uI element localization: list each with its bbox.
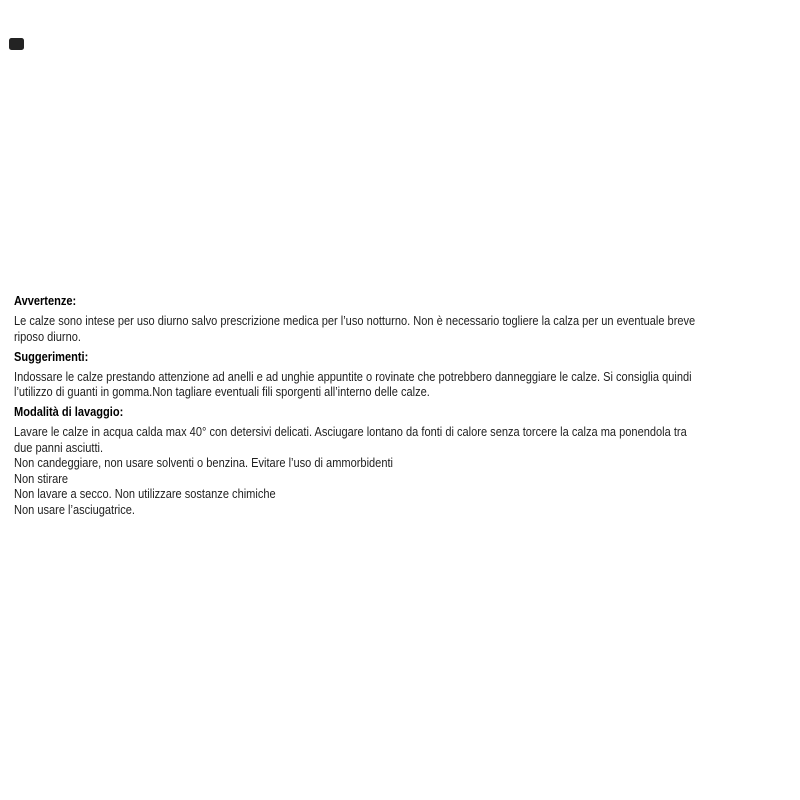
care-instructions (14, 293, 800, 522)
paragraph-line: Lavare le calze in acqua calda max 40° con detersivi delicati. Asciugare lontano da fonti di calore senza torcere la calza ma ponendola tra (14, 424, 687, 439)
paragraph-line: Non usare l’asciugatrice. (14, 501, 136, 517)
paragraph-line: l’utilizzo di guanti in gomma.Non tagliare eventuali fili sporgenti all’interno delle calze. (14, 384, 430, 399)
section-avvertenze (14, 293, 800, 344)
section-paragraph (14, 424, 800, 517)
section-heading: Modalità di lavaggio: (14, 404, 124, 419)
section-paragraph (14, 369, 800, 400)
paragraph-line: riposo diurno. (14, 328, 81, 344)
paragraph-line: Indossare le calze prestando attenzione ad anelli e ad unghie appuntite o rovinate che potrebbero danneggiare le calze. Si consiglia quindi (14, 368, 692, 384)
section-modalita-di-lavaggio (14, 404, 800, 517)
paragraph-line: Le calze sono intese per uso diurno salvo prescrizione medica per l’uso notturno. Non è necessario togliere la calza per un eventuale breve (14, 313, 696, 328)
paragraph-line: due panni asciutti. (14, 439, 104, 455)
paragraph-line: Non stirare (14, 470, 69, 486)
paragraph-line: Non lavare a secco. Non utilizzare sostanze chimiche (14, 486, 276, 501)
section-paragraph (14, 313, 800, 344)
corner-logo-mark (9, 38, 24, 50)
section-suggerimenti (14, 349, 800, 400)
section-heading: Avvertenze: (14, 293, 77, 308)
paragraph-line: Non candeggiare, non usare solventi o benzina. Evitare l’uso di ammorbidenti (14, 455, 393, 470)
section-heading: Suggerimenti: (14, 348, 89, 364)
